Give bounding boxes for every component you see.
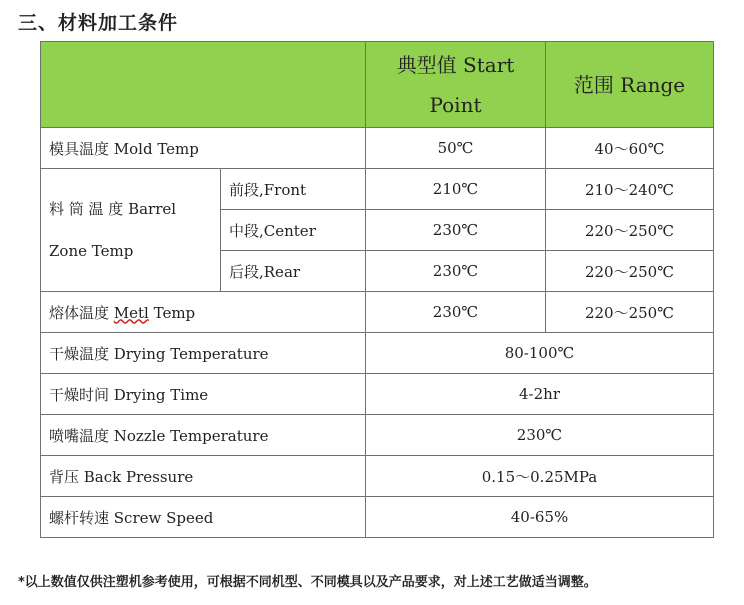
header-blank-cell	[41, 42, 366, 128]
range-value: 220～250℃	[546, 292, 714, 333]
barrel-zone-label: 料 筒 温 度 Barrel Zone Temp	[41, 169, 221, 292]
merged-value: 230℃	[366, 415, 714, 456]
merged-value: 4-2hr	[366, 374, 714, 415]
row-sublabel: 前段,Front	[221, 169, 366, 210]
start-value: 230℃	[366, 292, 546, 333]
range-value: 40～60℃	[546, 128, 714, 169]
merged-value: 0.15～0.25MPa	[366, 456, 714, 497]
range-value: 210～240℃	[546, 169, 714, 210]
label-prefix: 熔体温度	[49, 303, 114, 322]
row-sublabel: 中段,Center	[221, 210, 366, 251]
row-label: 螺杆转速 Screw Speed	[41, 497, 366, 538]
header-start-point: 典型值 Start Point	[366, 42, 546, 128]
range-value: 220～250℃	[546, 251, 714, 292]
table-row	[41, 415, 714, 456]
row-label: 模具温度 Mold Temp	[41, 128, 366, 169]
header-range: 范围 Range	[546, 42, 714, 128]
table-row	[41, 374, 714, 415]
table-row	[41, 128, 714, 169]
row-label: 干燥温度 Drying Temperature	[41, 333, 366, 374]
label-suffix: Temp	[148, 303, 196, 322]
row-sublabel: 后段,Rear	[221, 251, 366, 292]
section-heading: 三、材料加工条件	[18, 12, 179, 34]
table-row	[41, 497, 714, 538]
footnote: *以上数值仅供注塑机参考使用，可根据不同机型、不同模具以及产品要求，对上述工艺做适当调整。	[18, 575, 597, 590]
spellcheck-word: Metl	[113, 303, 149, 322]
start-value: 230℃	[366, 210, 546, 251]
merged-value: 40-65%	[366, 497, 714, 538]
row-label	[41, 292, 366, 333]
start-value: 210℃	[366, 169, 546, 210]
range-value: 220～250℃	[546, 210, 714, 251]
row-label: 喷嘴温度 Nozzle Temperature	[41, 415, 366, 456]
row-label: 背压 Back Pressure	[41, 456, 366, 497]
start-value: 230℃	[366, 251, 546, 292]
start-value: 50℃	[366, 128, 546, 169]
row-label: 干燥时间 Drying Time	[41, 374, 366, 415]
table-row	[41, 292, 714, 333]
table-row	[41, 169, 714, 210]
table-header-row	[41, 42, 714, 128]
table-row	[41, 333, 714, 374]
processing-conditions-table	[40, 41, 714, 538]
merged-value: 80-100℃	[366, 333, 714, 374]
table-row	[41, 456, 714, 497]
